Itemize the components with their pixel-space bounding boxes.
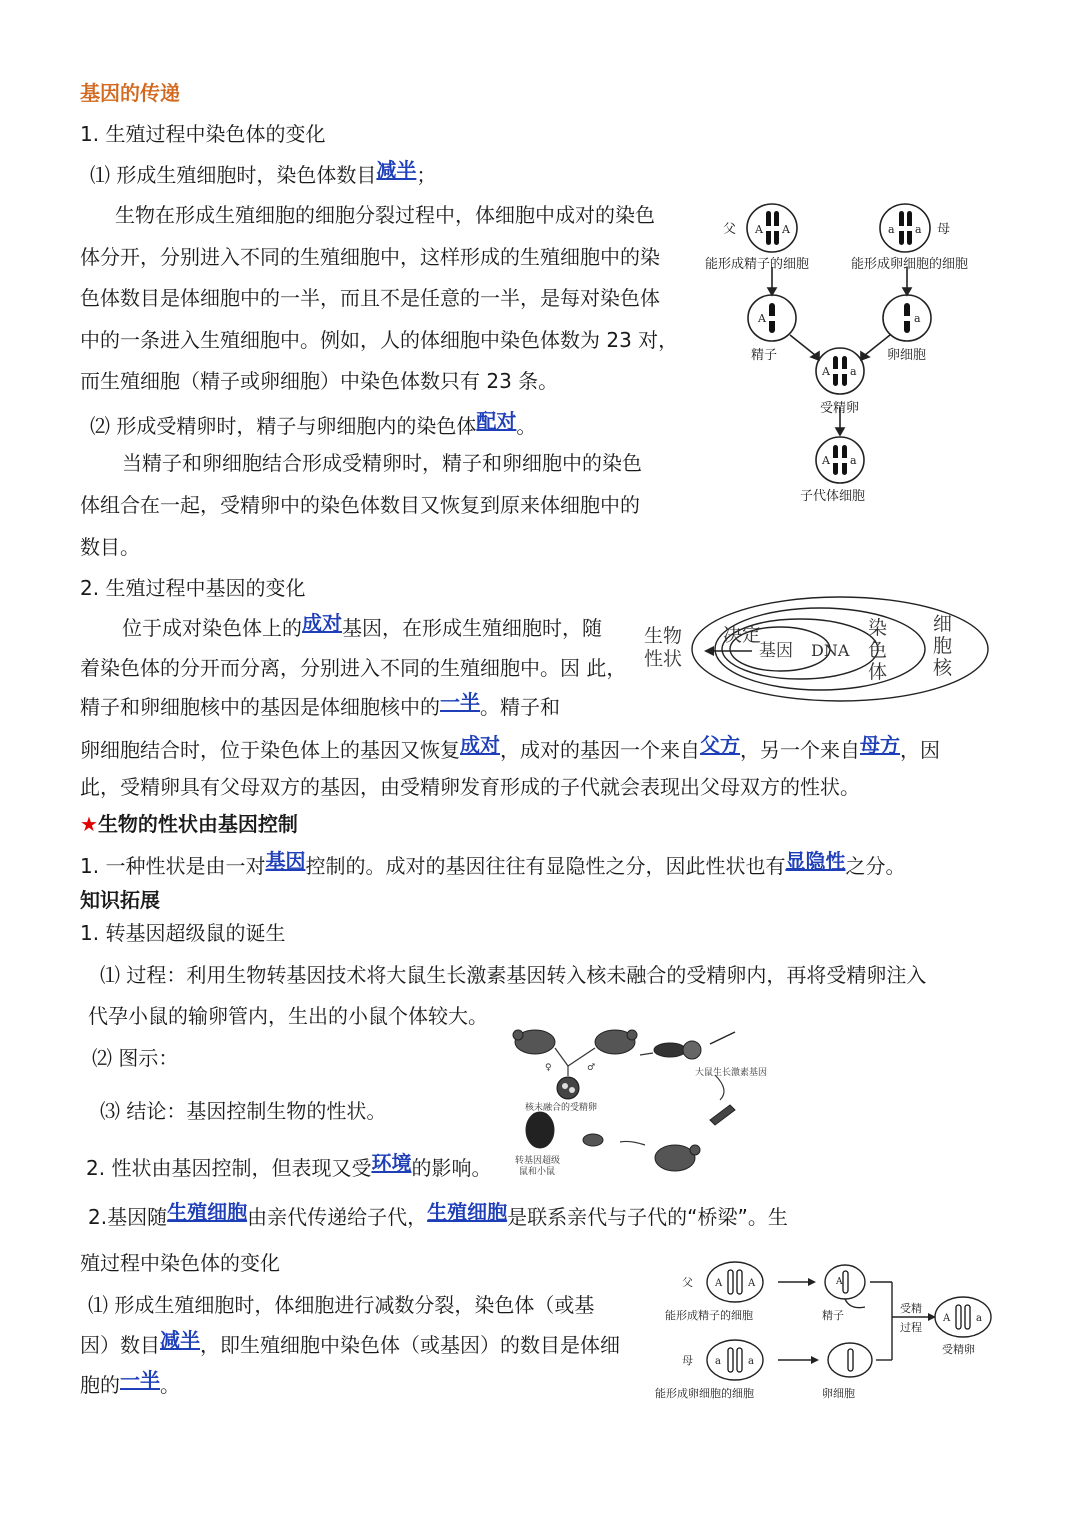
fig4-fertilization: 受精 [900,1302,922,1315]
fig2-gene: 基因 [759,641,793,661]
answer-paired: 成对 [302,611,342,635]
fig4-allele: a [748,1356,754,1367]
s1-p2-post: 。 [516,414,537,438]
fig2-chromosome: 染 [868,617,888,639]
fig2-nucleus: 细 [933,613,953,635]
s1-p1-text: ⑴ 形成生殖细胞时，染色体数目 [90,163,377,187]
fig2-dna: DNA [811,641,850,660]
s1-point2 [90,409,537,439]
fig2-trait: 性状 [644,648,683,670]
s4-process-line: 代孕小鼠的输卵管内，生出的小鼠个体较大。 [88,1004,488,1028]
s5-text: 2.基因随 [88,1205,168,1229]
fig2-trait: 生物 [644,625,683,647]
s2-heading: 2. 生殖过程中基因的变化 [80,576,306,600]
fig1-allele: a [850,454,857,467]
para2-line: 当精子和卵细胞结合形成受精卵时，精子和卵细胞中的染色 [122,451,642,475]
s4-conclusion: ⑶ 结论：基因控制生物的性状。 [100,1099,387,1123]
fig4-sperm: 精子 [822,1309,844,1322]
s4-text: 2. 性状由基因控制，但表现又受 [86,1156,372,1180]
fig3-male: ♂ [587,1063,596,1073]
para1-line: 生物在形成生殖细胞的细胞分裂过程中，体细胞中成对的染色 [115,203,655,227]
fig4-allele: a [715,1356,721,1367]
answer-restored-pair: 成对 [460,733,500,757]
fig1-egg: 卵细胞 [887,348,927,363]
fig3-zygote: 核未融合的受精卵 [525,1103,598,1113]
fig4-allele: A [943,1313,951,1324]
s3-text: 之分。 [845,854,906,878]
s1-p1-post: ； [416,163,437,187]
fig2-chromosome: 色 [868,639,888,661]
answer-gene: 基因 [265,849,306,873]
s4-environment [86,1151,492,1181]
star-icon: ★ [80,812,98,836]
s5-text: 由亲代传递给子代， [247,1205,428,1229]
fig2-nucleus: 胞 [933,635,953,657]
fig4-sperm-parent: 能形成精子的细胞 [665,1309,753,1322]
answer-dominance: 显隐性 [785,849,846,873]
s4-illustration: ⑵ 图示： [92,1046,179,1070]
s2-line: 此，受精卵具有父母双方的基因，由受精卵发育形成的子代就会表现出父母双方的性状。 [80,775,860,799]
fig1-allele: a [850,365,857,378]
fig3-super-mouse: 鼠和小鼠 [519,1167,556,1177]
s3-heading-text: 生物的性状由基因控制 [97,812,298,836]
s2-text: 基因，在形成生殖细胞时，随 [342,616,602,640]
s2-text: ，因 [900,738,940,762]
fig1-allele: A [822,454,830,467]
answer-pair: 配对 [476,409,517,433]
fig1-father: 父 [723,222,737,237]
fig4-father: 父 [682,1276,693,1289]
s5-line: 殖过程中染色体的变化 [80,1251,280,1275]
s2-text: ，成对的基因一个来自 [500,738,700,762]
s5-text: ，即生殖细胞中染色体（或基因）的数目是体细 [200,1333,620,1357]
fig4-egg-parent: 能形成卵细胞的细胞 [655,1387,754,1400]
s5-text: 胞的 [80,1373,120,1397]
s4-text: 的影响。 [411,1156,492,1180]
s5-line [80,1368,180,1398]
fig4-zygote: 受精卵 [942,1343,975,1356]
s2-line [122,611,602,641]
s1-heading: 1. 生殖过程中染色体的变化 [80,122,326,146]
fig4-allele: a [976,1313,982,1324]
pipette-icon [654,1043,686,1057]
fig3-female: ♀ [545,1063,552,1073]
fig1-allele: A [782,223,790,236]
answer-mother: 母方 [860,733,900,757]
zygote-icon [557,1077,579,1099]
fig1-sperm: 精子 [751,348,778,363]
answer-halved: 减半 [376,158,417,182]
s3-text: 1. 一种性状是由一对 [80,854,266,878]
answer-environment: 环境 [371,1151,412,1175]
fig3-gh-gene: 大鼠生长激素基因 [695,1068,768,1078]
fig4-allele: A [715,1278,723,1289]
fig1-allele: a [915,223,922,236]
s2-text: 精子和卵细胞核中的基因是体细胞核中的 [80,695,440,719]
super-mouse-icon [526,1112,554,1148]
answer-half: 一半 [120,1368,160,1392]
answer-father: 父方 [700,733,740,757]
fig-gene-hierarchy [640,592,995,704]
answer-germ-cell: 生殖细胞 [167,1200,248,1224]
fig1-egg-parent: 能形成卵细胞的细胞 [851,257,969,272]
s4-process-line: ⑴ 过程：利用生物转基因技术将大鼠生长激素基因转入核未融合的受精卵内，再将受精卵注入 [100,963,927,987]
fig3-super-mouse: 转基因超级 [515,1156,561,1166]
fig1-sperm-parent: 能形成精子的细胞 [705,257,810,272]
fig4-fertilization: 过程 [900,1321,922,1334]
s5-text: 是联系亲代与子代的“桥梁”。生 [507,1205,788,1229]
fig1-allele: A [758,312,766,325]
s1-p2-text: ⑵ 形成受精卵时，精子与卵细胞内的染色体 [90,414,477,438]
para1-line: 而生殖细胞（精子或卵细胞）中染色体数只有 23 条。 [80,369,559,393]
fig4-egg: 卵细胞 [822,1387,855,1400]
para1-line: 体分开，分别进入不同的生殖细胞中，这样形成的生殖细胞中的染 [80,245,660,269]
mouse-icon [655,1145,695,1171]
s5-text: 因）数目 [80,1333,160,1357]
fig4-allele: A [748,1278,756,1289]
fig2-decide: 决定 [723,624,762,646]
s2-text: ，另一个来自 [740,738,860,762]
fig4-mother: 母 [682,1354,693,1367]
para2-line: 数目。 [80,535,140,559]
s3-line [80,849,906,879]
fig4-allele: A [836,1277,843,1287]
s4-heading: 知识拓展 [80,888,160,912]
s3-heading [80,811,298,837]
para2-line: 体组合在一起，受精卵中的染色体数目又恢复到原来体细胞中的 [80,493,640,517]
s2-line [80,733,940,763]
s1-point1 [90,158,437,188]
fig1-offspring: 子代体细胞 [800,489,866,504]
s5-text: 。 [160,1373,180,1397]
mouse-icon [583,1134,603,1146]
para1-line: 色体数目是体细胞中的一半，而且不是任意的一半，是每对染色体 [80,286,660,310]
s2-line [80,690,560,720]
s2-text: 位于成对染色体上的 [122,616,302,640]
s2-text: 。精子和 [480,695,560,719]
fig1-allele: a [888,223,895,236]
s2-text: 卵细胞结合时，位于染色体上的基因又恢复 [80,738,460,762]
fig1-allele: A [755,223,763,236]
s4-sub1: 1. 转基因超级鼠的诞生 [80,921,286,945]
fig1-mother: 母 [937,222,951,237]
syringe-icon [710,1105,735,1125]
s5-line [80,1328,620,1358]
para1-line: 中的一条进入生殖细胞中。例如，人的体细胞中染色体数为 23 对， [80,328,679,352]
fig1-zygote: 受精卵 [820,401,860,416]
s3-text: 控制的。成对的基因往往有显隐性之分，因此性状也有 [305,854,786,878]
s5-line: ⑴ 形成生殖细胞时，体细胞进行减数分裂，染色体（或基 [88,1293,595,1317]
fig-chromosome-transmission [695,195,1015,515]
fig2-chromosome: 体 [868,661,888,683]
answer-half: 一半 [440,690,480,714]
fig2-nucleus: 核 [933,657,953,679]
fig1-allele: A [822,365,830,378]
s5-line [88,1200,788,1230]
answer-halved: 减半 [160,1328,200,1352]
fig-transgenic-mouse [505,1020,790,1180]
fig-fertilization-flow [650,1255,1000,1405]
s2-line: 着染色体的分开而分离，分别进入不同的生殖细胞中。因 此， [80,656,627,680]
fig1-allele: a [914,312,921,325]
section-title: 基因的传递 [80,81,180,105]
answer-germ-cell: 生殖细胞 [427,1200,508,1224]
